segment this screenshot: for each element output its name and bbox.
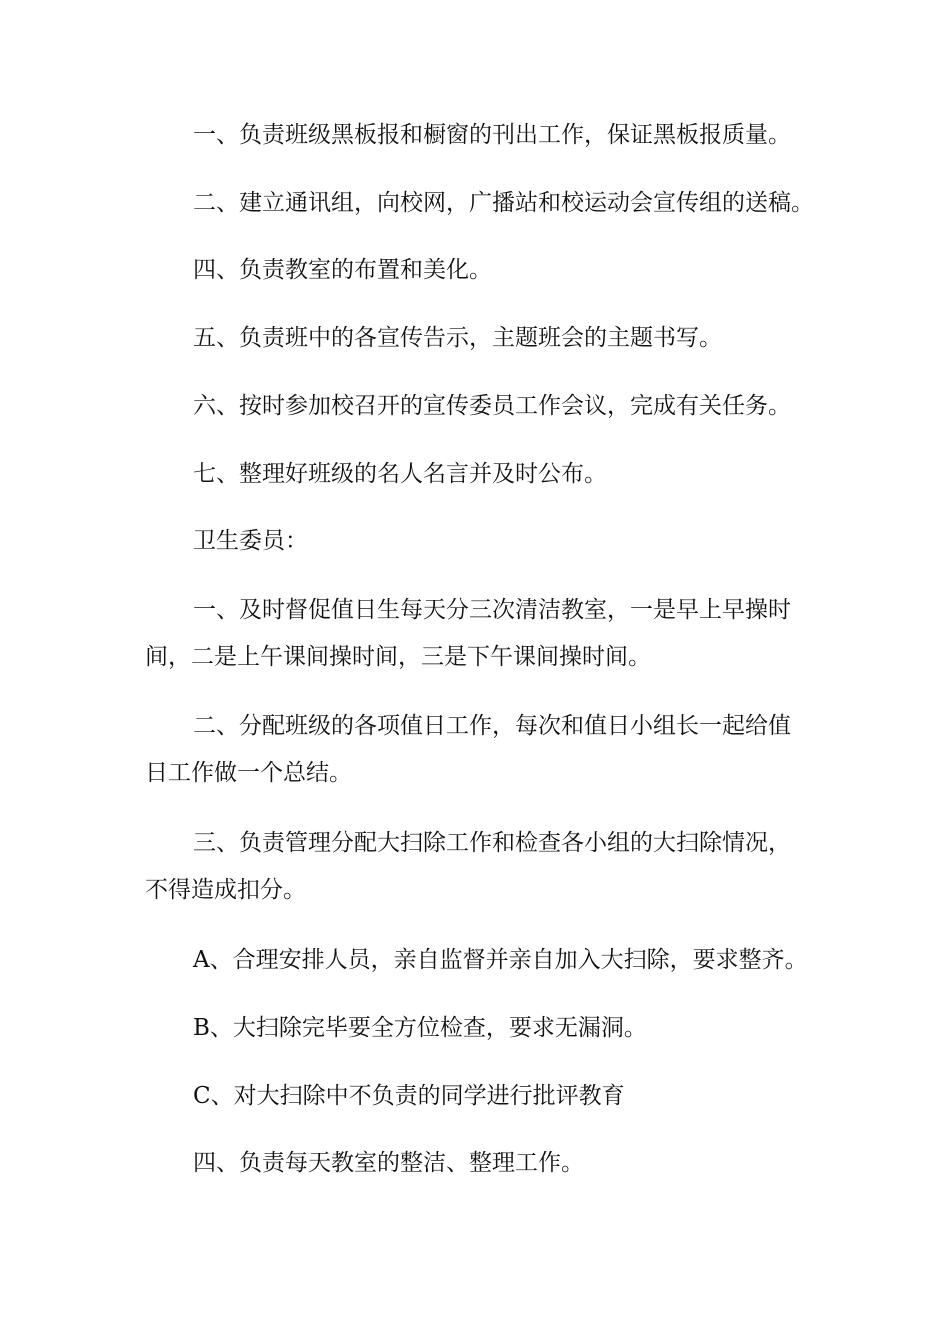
paragraph-5: 六、按时参加校召开的宣传委员工作会议，完成有关任务。	[193, 393, 791, 419]
paragraph-1: 一、负责班级黑板报和橱窗的刊出工作，保证黑板报质量。	[193, 122, 791, 148]
paragraph-12: C、对大扫除中不负责的同学进行批评教育	[193, 1083, 625, 1109]
paragraph-3: 四、负责教室的布置和美化。	[193, 257, 492, 283]
paragraph-2: 二、建立通讯组，向校网，广播站和校运动会宣传组的送稿。	[193, 190, 814, 216]
paragraph-4: 五、负责班中的各宣传告示，主题班会的主题书写。	[193, 325, 722, 351]
paragraph-6: 七、整理好班级的名人名言并及时公布。	[193, 461, 607, 487]
paragraph-7: 一、及时督促值日生每天分三次清洁教室，一是早上早操时间，二是上午课间操时间，三是下午课间操时间。	[145, 597, 791, 670]
paragraph-8: 二、分配班级的各项值日工作，每次和值日小组长一起给值日工作做一个总结。	[145, 713, 791, 786]
section-heading-hygiene: 卫生委员：	[193, 528, 308, 554]
paragraph-11: B、大扫除完毕要全方位检查，要求无漏洞。	[193, 1015, 647, 1041]
paragraph-9: 三、负责管理分配大扫除工作和检查各小组的大扫除情况，不得造成扣分。	[145, 830, 791, 903]
paragraph-10: A、合理安排人员，亲自监督并亲自加入大扫除，要求整齐。	[193, 947, 808, 973]
paragraph-13: 四、负责每天教室的整洁、整理工作。	[193, 1150, 584, 1176]
